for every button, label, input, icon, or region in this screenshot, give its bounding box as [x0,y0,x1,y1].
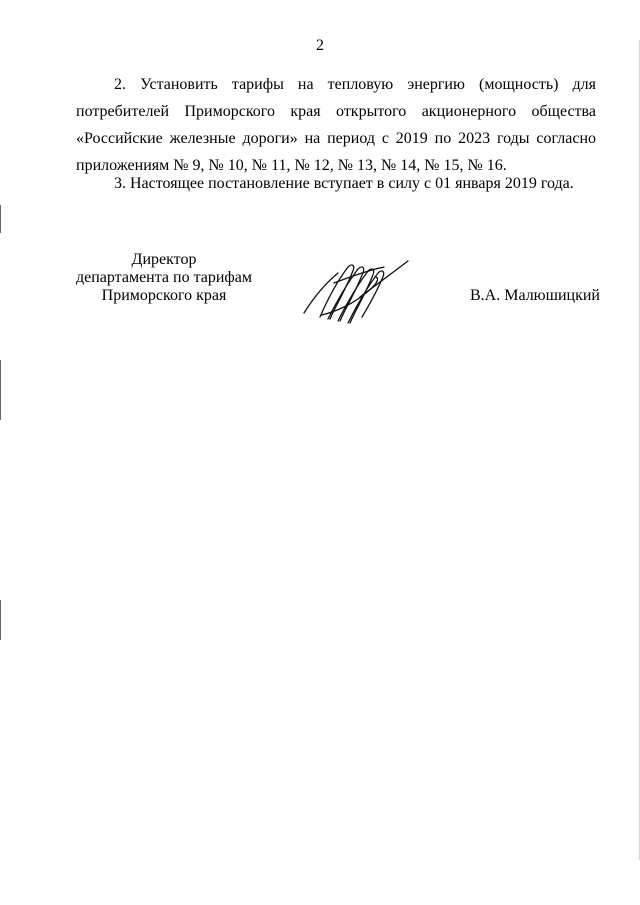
signer-name: В.А. Малюшицкий [470,287,600,304]
signer-title [64,251,264,305]
scan-edge-mark [0,205,1,233]
scan-edge-mark [0,360,1,420]
paragraph-tariffs: 2. Установить тарифы на тепловую энергию (мощность) для потребителей Приморского края открытого акционерного общества «Российские железные дороги» на период с 2019 по 2023 годы согласно приложениям № 9, № 10, № 11, № 12, № 13, № 14, № 15, № 16. [76,76,596,174]
signer-title-line: Приморского края [101,287,227,304]
scan-edge-mark [0,600,1,640]
page-number: 2 [316,37,324,54]
paragraph-effective-date: 3. Настоящее постановление вступает в силу с 01 января 2019 года. [114,175,574,192]
signer-title-line: Директор [131,251,197,268]
signer-title-line: департамента по тарифам [75,269,253,286]
handwritten-signature [300,253,412,327]
